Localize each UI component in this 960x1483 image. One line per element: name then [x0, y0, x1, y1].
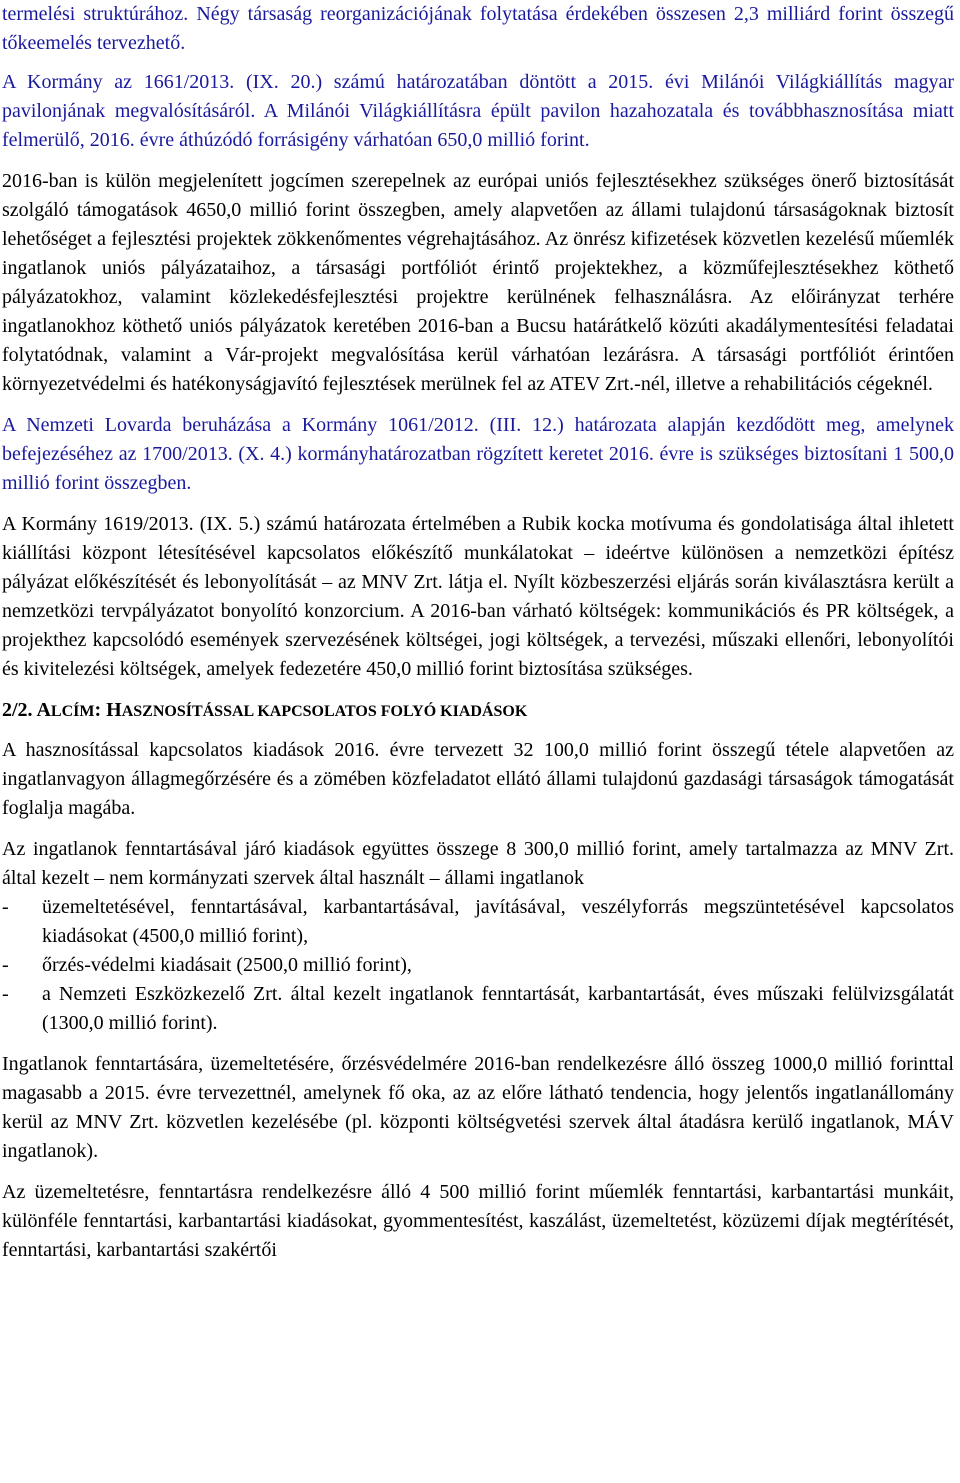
section-heading: [2, 696, 954, 726]
list-item-text: üzemeltetésével, fenntartásával, karbantartásával, javításával, veszélyforrás megszüntetésével kapcsolatos kiadásokat (4500,0 millió forint),: [42, 896, 954, 947]
list-item: [2, 951, 954, 980]
heading-colon: :: [94, 699, 107, 721]
paragraph-operation-budget: Az üzemeltetésre, fenntartásra rendelkezésre álló 4 500 millió forint műemlék fenntartási, karbantartási munkáit, különféle fenntartási, karbantartási kiadásokat, gyommentesítést, kaszálást, üzemeltetést, közüzemi díjak megtérítését, fenntartási, karbantartási szakértői: [2, 1181, 954, 1261]
heading-a-initial: A: [36, 699, 51, 721]
paragraph-maintenance-increase: Ingatlanok fenntartására, üzemeltetésére, őrzésvédelmére 2016-ban rendelkezésre álló összeg 1000,0 millió forinttal magasabb a 2015. évre tervezettnél, amelynek fő oka, az az előre látható tendencia, hogy jelentős ingatlanállomány kerül az MNV Zrt. közvetlen kezelésébe (pl. központi költségvetési szervek által átadásra kerülő ingatlanok, MÁV ingatlanok).: [2, 1053, 954, 1162]
heading-h-initial: H: [106, 699, 122, 721]
paragraph-milan-expo: A Kormány az 1661/2013. (IX. 20.) számú határozatában döntött a 2015. évi Milánói Világkiállítás magyar pavilonjának megvalósításáról. A Milánói Világkiállításra épült pavilon hazahozatala és továbbhasznosítása miatt felmerülő, 2016. évre áthúzódó forrásigény várhatóan 650,0 millió forint.: [2, 71, 954, 151]
paragraph-utilization-expenses: A hasznosítással kapcsolatos kiadások 2016. évre tervezett 32 100,0 millió forint összegű tétele alapvetően az ingatlanvagyon állagmegőrzésére és a zömében közfeladatot ellátó állami tulajdonú gazdasági társaságok támogatását foglalja magába.: [2, 739, 954, 819]
heading-number: 2/2.: [2, 699, 37, 721]
list-dash: -: [2, 983, 9, 1005]
list-dash: -: [2, 896, 9, 918]
maintenance-list: [2, 893, 954, 1038]
paragraph-maintenance-total: Az ingatlanok fenntartásával járó kiadások együttes összege 8 300,0 millió forint, amely tartalmazza az MNV Zrt. által kezelt – nem kormányzati szervek által használt – állami ingatlanok: [2, 838, 954, 889]
list-dash: -: [2, 954, 9, 976]
paragraph-eu-own-contribution: 2016-ban is külön megjelenített jogcímen szerepelnek az európai uniós fejlesztésekhez szükséges önerő biztosítását szolgáló támogatások 4650,0 millió forint összegben, amely alapvetően az állami tulajdonú társaságoknak biztosít lehetőséget a fejlesztési projektek zökkenőmentes végrehajtásához. Az önrész kifizetések közvetlen kezelésű műemlék ingatlanok uniós pályázataihoz, a társasági portfóliót érintő projektekhez, a közműfejlesztésekhez köthető pályázatokhoz, valamint közlekedésfejlesztési projektre kerülnének felhasználásra. Az előirányzat terhére ingatlanokhoz köthető uniós pályázatok keretében 2016-ban a Bucsu határátkelő közúti akadálymentesítési feladatai folytatódnak, valamint a Vár-projekt megvalósítása kerül várhatóan lezárásra. A társasági portfóliót érintően környezetvédelmi és hatékonyságjavító fejlesztések merülnek fel az ATEV Zrt.-nél, illetve a rehabilitációs cégeknél.: [2, 170, 954, 395]
list-item-text: őrzés-védelmi kiadásait (2500,0 millió forint),: [42, 954, 412, 976]
heading-a-rest: LCÍM: [50, 703, 95, 720]
document-page: [2, 0, 954, 1265]
list-item: [2, 980, 954, 1038]
list-item: [2, 893, 954, 951]
paragraph-rubik-cube-centre: A Kormány 1619/2013. (IX. 5.) számú határozata értelmében a Rubik kocka motívuma és gondolatisága által ihletett kiállítási központ létesítésével kapcsolatos előkészítő munkálatokat – ideértve különösen a nemzetközi építész pályázat előkészítését és lebonyolítását – az MNV Zrt. látja el. Nyílt közbeszerzési eljárás során kiválasztásra került a nemzetközi tervpályázatot bonyolító konzorcium. A 2016-ban várható költségek: kommunikációs és PR költségek, a projekthez kapcsolódó események szervezésének költségei, jogi költségek, a tervezési, műszaki ellenőri, lebonyolítói és kivitelezési költségek, amelyek fedezetére 450,0 millió forint biztosítása szükséges.: [2, 513, 954, 680]
paragraph-reorganization: termelési struktúrához. Négy társaság reorganizációjának folytatása érdekében összesen 2,3 milliárd forint összegű tőkeemelés tervezhető.: [2, 3, 954, 54]
list-item-text: a Nemzeti Eszközkezelő Zrt. által kezelt ingatlanok fenntartását, karbantartását, éves műszaki felülvizsgálatát (1300,0 millió forint).: [42, 983, 954, 1034]
paragraph-national-riding-hall: A Nemzeti Lovarda beruházása a Kormány 1061/2012. (III. 12.) határozata alapján kezdődött meg, amelynek befejezéséhez az 1700/2013. (X. 4.) kormányhatározatban rögzített keretet 2016. évre is szükséges biztosítani 1 500,0 millió forint összegben.: [2, 414, 954, 494]
heading-h-rest: ASZNOSÍTÁSSAL KAPCSOLATOS FOLYÓ KIADÁSOK: [121, 703, 528, 720]
